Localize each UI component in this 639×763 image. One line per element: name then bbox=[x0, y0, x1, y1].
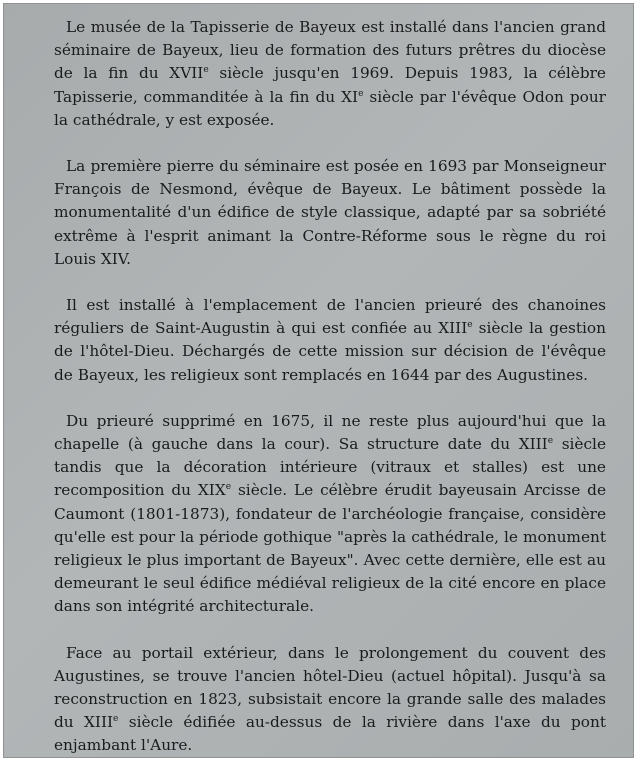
text-panel bbox=[54, 16, 606, 758]
paragraph-1-text: Le musée de la Tapisserie de Bayeux est installé dans l'ancien grand séminaire de Bayeux, lieu de formation des futurs prêtres du diocèse de la fin du XVII bbox=[54, 18, 606, 83]
paragraph-3 bbox=[54, 294, 606, 387]
paragraph-5-text: Face au portail extérieur, dans le prolongement du couvent des Augustines, se trouve l'ancien hôtel-Dieu (actuel hôpital). Jusqu'à sa reconstruction en 1823, subsistait encore la grande salle des malades du XIII bbox=[54, 643, 606, 732]
paragraph-1-text: siècle par l'évêque Odon pour la cathédrale, y est exposée. bbox=[54, 87, 606, 129]
paragraph-1-text: siècle jusqu'en 1969. Depuis 1983, la célèbre Tapisserie, commanditée à la fin du XI bbox=[54, 64, 606, 106]
paragraph-5-text: siècle édifiée au-dessus de la rivière dans l'axe du pont enjambant l'Aure. bbox=[54, 713, 606, 755]
paragraph-3-text: siècle la gestion de l'hôtel-Dieu. Déchargés de cette mission sur décision de l'évêque de Bayeux, les religieux sont remplacés en 1644 par des Augustines. bbox=[54, 319, 606, 384]
paragraph-2 bbox=[54, 155, 606, 271]
paragraph-4-text: siècle tandis que la décoration intérieure (vitraux et stalles) est une recomposition du XIX bbox=[54, 435, 607, 500]
paragraph-3-text: Il est installé à l'emplacement de l'ancien prieuré des chanoines réguliers de Saint-Augustin à qui est confiée au XIII bbox=[54, 296, 606, 338]
superscript-e: e bbox=[467, 320, 473, 331]
paragraph-4 bbox=[54, 410, 606, 619]
paragraph-1 bbox=[54, 16, 606, 132]
superscript-e: e bbox=[113, 714, 119, 725]
superscript-e: e bbox=[547, 435, 554, 446]
superscript-e: e bbox=[225, 482, 232, 493]
paragraph-4-text: Du prieuré supprimé en 1675, il ne reste plus aujourd'hui que la chapelle (à gauche dans la cour). Sa structure date du XIII bbox=[54, 411, 606, 454]
panel-background bbox=[3, 3, 634, 758]
paragraph-2-text: La première pierre du séminaire est posée en 1693 par Monseigneur François de Nesmond, évêque de Bayeux. Le bâtiment possède la monumentalité d'un édifice de style classique, adapté par sa sobriété extrême à l'esprit animant la Contre-Réforme sous le règne du roi Louis XIV. bbox=[54, 157, 606, 268]
superscript-e: e bbox=[203, 65, 209, 76]
superscript-e: e bbox=[358, 88, 364, 99]
paragraph-5 bbox=[54, 642, 606, 758]
paragraph-4-text: siècle. Le célèbre érudit bayeusain Arcisse de Caumont (1801-1873), fondateur de l'archéologie française, considère qu'elle est pour la période gothique "après la cathédrale, le monument religieux le plus important de Bayeux". Avec cette dernière, elle est au demeurant le seul édifice médiéval religieux de la cité encore en place dans son intégrité architecturale. bbox=[54, 481, 606, 616]
